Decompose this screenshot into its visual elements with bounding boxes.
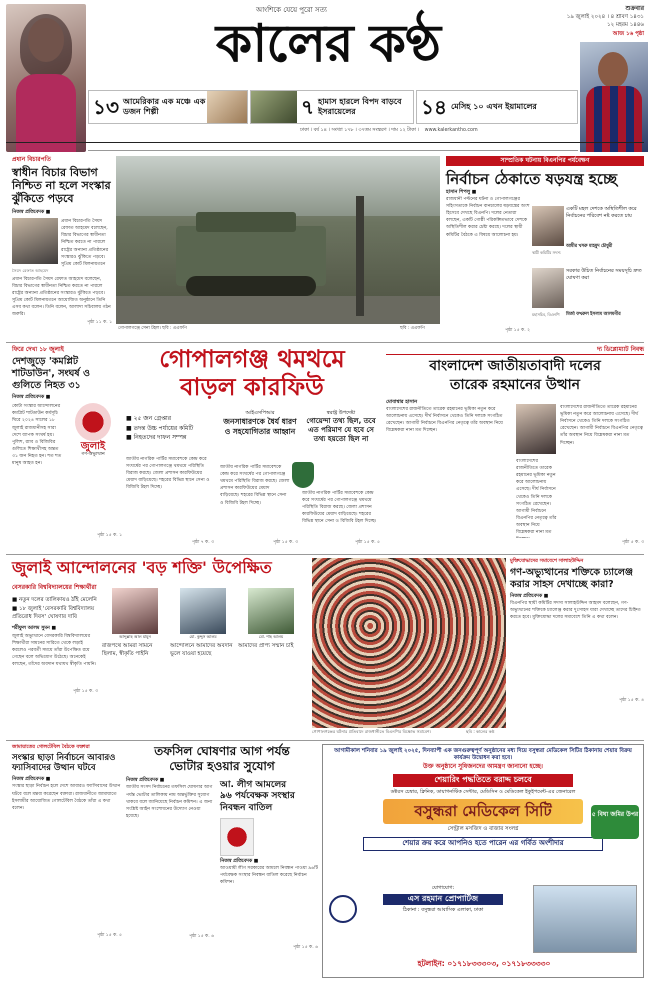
website[interactable]: www.kalerkantho.com	[424, 128, 478, 133]
story-gopalganj	[124, 346, 380, 550]
person-name: মো. শাহ আলম	[258, 634, 284, 639]
story-jump-3[interactable]: পৃষ্ঠা ১৫ ক. ৫	[355, 540, 380, 545]
person-photo	[180, 588, 226, 634]
quote1-photo	[532, 206, 564, 246]
masthead-rule	[6, 142, 644, 143]
story-headline-1[interactable]: আ. লীগ আমলের	[220, 780, 287, 790]
story-jump[interactable]: পৃষ্ঠা ১৫ ক. ১	[97, 533, 122, 539]
ad-brand: বসুন্ধরা মেডিকেল সিটি	[383, 799, 583, 823]
army-emblem	[292, 462, 314, 488]
ad-badge-text: ৫ বিঘা জমির উপর	[591, 811, 639, 818]
masthead-rule-2	[88, 150, 578, 151]
bullet-item: ■ ১৮ জুলাই 'বেসরকারি বিশ্ববিদ্যালয় প্রতিরোধ দিবস' ঘোষণার দাবি	[12, 605, 95, 621]
date-gregorian: ১৯ জুলাই ২০২৪ । ৪ শ্রাবণ ১৪৩১	[566, 14, 644, 20]
ad-invite: উক্ত অনুষ্ঠানে সুধিজনদের আমন্ত্রণ জানানো হচ্ছে।	[423, 762, 543, 770]
main-photo	[116, 156, 440, 324]
story-body: জাতীয় নাগরিক পার্টির সমাবেশকে কেন্দ্র করে সংঘর্ষের পর গোপালগঞ্জে থমথমে পরিস্থিতি বিরাজ করছে। জেলা প্রশাসন কারফিউয়ের মেয়াদ বাড়িয়েছে। শহরের বিভিন্ন স্থানে সেনা ও বিজিবি টহল দিচ্ছে।	[126, 457, 210, 491]
july-badge-sub: গণ-অভ্যুত্থান	[81, 452, 105, 458]
story-jump[interactable]: পৃষ্ঠা ১১ ক. ১	[87, 319, 112, 325]
teaser-page-num: ১৪	[421, 94, 447, 119]
story-byline: মোবাশ্বার হাসান	[386, 398, 418, 405]
page-count: আজ ১৬ পৃষ্ঠা	[612, 30, 644, 37]
person-quote: আন্দোলনে আমাদের অবদান ভুলে যাওয়া হয়েছে	[170, 643, 233, 658]
story-headline[interactable]: সংস্কার ছাড়া নির্বাচনে আবারও ফ্যাসিবাদের উত্থান ঘটবে	[12, 752, 116, 774]
quote1-text: একটি মহল দেশকে অস্থিতিশীল করে নির্বাচনের পরিবেশ নষ্ট করতে চায়	[566, 206, 637, 219]
story-headline-2[interactable]: বাড়ল কারফিউ	[180, 372, 324, 401]
sub-kicker: আইএসপিআর	[245, 410, 275, 416]
person-quote: আমাদের প্রাপ্য সম্মান চাই	[238, 643, 294, 650]
quote2-text: সরকার উচিত নির্বাচনের সময়সূচি দ্রুত ঘোষণা করা	[566, 268, 642, 281]
ad-company: এস রহমান প্রোপার্টিজ	[383, 894, 503, 905]
sub-headline[interactable]: গোয়েন্দা তথ্য ছিল, তবে এত পরিমাণ যে হবে সে তথ্য হয়তো ছিল না	[306, 416, 376, 443]
crowd-credit: ছবি : কালের কণ্ঠ	[466, 729, 495, 734]
story-headline-2[interactable]: ভোটার হওয়ার সুযোগ	[169, 759, 275, 773]
person-2	[170, 588, 236, 659]
story-jump[interactable]: পৃষ্ঠা ১৫ ক. ৬	[189, 934, 214, 940]
issue-line	[300, 128, 478, 134]
quote1-name: আমীর খসরু মাহমুদ চৌধুরী	[566, 244, 613, 249]
sub-kicker: স্বরাষ্ট্র উপদেষ্টা	[326, 410, 356, 416]
quote1-role: স্থায়ী কমিটির সদস্য	[532, 250, 561, 255]
story-headline-1[interactable]: গোপালগঞ্জ থমথমে	[159, 345, 345, 373]
story-july	[12, 558, 308, 736]
story-body-2: বাংলাদেশের রাজনীতিতে তারেক রহমানের ভূমিকা নতুন করে আলোচনায় এসেছে। দীর্ঘ নির্বাসনে থেকেও তিনি দলকে সংগঠিত রেখেছেন। আগামী নির্বাচনে বিএনপির নেতৃত্বে তাঁর অবস্থান নিয়ে বিশ্লেষকরা নানা মত দিচ্ছেন।	[560, 405, 643, 446]
story-vote	[126, 744, 318, 976]
cover-portrait	[6, 4, 86, 152]
section-rule-3	[6, 740, 644, 741]
sub-ispr	[220, 410, 300, 436]
quote2-photo	[532, 268, 564, 308]
story-tarique	[386, 346, 644, 550]
date-box	[540, 4, 644, 38]
story-headline[interactable]: নির্বাচন ঠেকাতে ষড়যন্ত্র হচ্ছে	[446, 170, 618, 189]
story-body: সংস্কার ছাড়া নির্বাচন হলে দেশে আবারও ফ্যাসিবাদের উত্থান ঘটবে বলে মন্তব্য করেছেন বক্তারা। রাজধানীতে জামায়াতে ইসলামীর আয়োজিত গোলটেবিল বৈঠকে তাঁরা এ কথা বলেন।	[12, 784, 121, 811]
story-body: কোটা সংস্কার আন্দোলনের কমপ্লিট শাটডাউন কর্মসূচি ঘিরে ২০২৪ সালের ১৮ জুলাই রাজধানীসহ সারা দেশে ব্যাপক সংঘর্ষ হয়। পুলিশ, র‍্যাব ও বিজিবির গুলিতে শিক্ষার্থীসহ অন্তত ৩১ জন নিহত হন। শত শত মানুষ আহত হন।	[12, 404, 62, 467]
ad-address: ঠিকানা : বসুন্ধরা আবাসিক এলাকা, ঢাকা	[402, 906, 484, 913]
story-body-3: বাংলাদেশের রাজনীতিতে তারেক রহমানের ভূমিকা নতুন করে আলোচনায় এসেছে। দীর্ঘ নির্বাসনে থেকেও তিনি দলকে সংগঠিত রেখেছেন। আগামী নির্বাচনে বিএনপির নেতৃত্বে তাঁর অবস্থান নিয়ে বিশ্লেষকরা নানা মত	[516, 459, 557, 536]
ad-contact	[363, 885, 523, 913]
sub-headline[interactable]: জনসাধারণকে ধৈর্য ধারণ ও সহযোগিতার আহ্বান	[223, 416, 297, 436]
story-byline: নিজস্ব প্রতিবেদক ■	[12, 209, 51, 215]
story-jump-1[interactable]: পৃষ্ঠা ৭ ক. ৩	[191, 540, 214, 545]
ec-logo	[220, 818, 254, 856]
sub-kicker: বেসরকারি বিশ্ববিদ্যালয়ের শিক্ষার্থীরা	[12, 584, 97, 591]
july-badge-text: জুলাই	[80, 441, 106, 453]
bullet-item: ■ ২৫ জন গ্রেপ্তার	[126, 415, 172, 422]
story-reform	[12, 744, 122, 976]
section-rule-2	[6, 554, 644, 555]
story-headline[interactable]: জুলাই আন্দোলনের 'বড় শক্তি' উপেক্ষিত	[12, 558, 272, 577]
story-body: আওয়ামী লীগ সরকারের আমলে নিবন্ধন পাওয়া ৯৬টি পর্যবেক্ষক সংস্থার নিবন্ধন বাতিল করেছে নির্বাচন কমিশন।	[220, 866, 318, 886]
date-hijri: ১২ মহরম ১৪৪৬	[607, 22, 644, 29]
sub-home	[302, 410, 380, 444]
story-kicker: মুক্তিযোদ্ধাদের সমাবেশে সালাহউদ্দিন	[510, 558, 584, 564]
bullets	[126, 414, 214, 443]
story-body: বাংলাদেশের রাজনীতিতে তারেক রহমানের ভূমিকা নতুন করে আলোচনায় এসেছে। দীর্ঘ নির্বাসনে থেকেও তিনি দলকে সংগঠিত রেখেছেন। আগামী নির্বাচনে বিএনপির নেতৃত্বে তাঁর অবস্থান নিয়ে বিশ্লেষকরা নানা মত দিচ্ছেন।	[386, 407, 503, 434]
person-photo	[248, 588, 294, 634]
story-kicker: ফিরে দেখা ১৮ জুলাই	[12, 346, 64, 353]
person-photo	[112, 588, 158, 634]
teaser-3[interactable]	[416, 90, 578, 124]
story-jump[interactable]: পৃষ্ঠা ১৫ ক. ৩	[73, 688, 98, 694]
bullet-item: ■ তদন্ত উচ্চ পর্যায়ের কমিটি	[126, 424, 194, 432]
ad-logo	[329, 895, 357, 923]
teaser-text: হামাস হারলে বিপদ বাড়বে ইসরায়েলের	[318, 97, 402, 116]
day-label: শুক্রবার	[625, 5, 644, 12]
ad-hotline[interactable]: হটলাইন: ০১৭১৮৩৩৩০৩, ০১৭১৮৩৩৩৩০	[417, 959, 551, 968]
story-killed	[12, 346, 122, 550]
story-body-2: জাতীয় নাগরিক পার্টির সমাবেশকে কেন্দ্র করে সংঘর্ষের পর গোপালগঞ্জে থমথমে পরিস্থিতি বিরাজ করছে। জেলা প্রশাসন কারফিউয়ের মেয়াদ বাড়িয়েছে। শহরের বিভিন্ন স্থানে সেনা ও বিজিবি টহল দিচ্ছে।	[220, 465, 290, 506]
story-byline: নিজস্ব প্রতিবেদক ■	[510, 593, 549, 599]
tagline: আংশিকে যেয়ে পুরো সত্য	[256, 6, 327, 14]
story-body-more: প্রধান বিচারপতি সৈয়দ রেফাত আহমেদ বলেছেন, বিচার বিভাগের স্বাধীনতা নিশ্চিত করতে না পারলে রাষ্ট্রের অন্যান্য প্রতিষ্ঠানের সংস্কারও ঝুঁকিতে পড়বে। সুপ্রিম কোর্ট মিলনায়তনে আয়োজিত অনুষ্ঠানে তিনি এসব কথা বলেন। তিনি বলেন, আলাদা সচিবালয় গঠন জরুরি।	[12, 276, 111, 318]
story-headline-2[interactable]: তারেক রহমানের উত্থান	[449, 376, 581, 393]
july-badge	[65, 403, 121, 465]
story-headline-2[interactable]: ৯৬ পর্যবেক্ষক সংস্থার নিবন্ধন বাতিল	[220, 791, 295, 813]
ad-badge	[591, 805, 639, 839]
teaser-page-num: ৭	[301, 94, 315, 119]
person-name: মো. কুদ্দুস আলম	[189, 634, 217, 639]
story-cji	[12, 156, 112, 338]
person-3	[238, 588, 304, 651]
ad-share-cta[interactable]: শেয়ার ক্রয় করে আপনিও হতে পারেন এর গর্বিত অংশীদার	[363, 837, 603, 850]
cji-photo	[12, 218, 58, 264]
story-election	[446, 156, 644, 338]
section-rule-1	[6, 342, 644, 343]
ad-share-banner: শেয়ারিং পদ্ধতিতে বরাদ্দ চলবে	[393, 774, 573, 787]
bullet-item: ■ নতুন দলের তালিকায়ও ঠাঁই মেলেনি	[12, 596, 97, 603]
ad-services: ডক্টরস চেম্বার, ক্লিনিক, ডায়াগনস্টিক সেন্টার, মেডিসিন ও মেডিকেল ইকুইপমেন্ট-এর জেনারেল	[390, 788, 576, 795]
story-byline: শরীফুল আলম সুমন ■	[12, 626, 56, 632]
teaser-text: আমেরিকার এক মঞ্চে এক ডজন শিল্পী	[122, 97, 206, 116]
teaser-1[interactable]	[88, 90, 248, 124]
ad-top-text: আগামীকাল শনিবার ১৯ জুলাই ২০২৫, দিনব্যাপী এক জনগুরুত্বপূর্ণ অনুষ্ঠানের মধ্য দিয়ে বসুন্ধরা মেডিকেল সিটির ঠিকানায় শেয়ার বিক্রয় কার্যক্রম উদ্বোধন করা হবে।	[334, 748, 632, 762]
crowd-photo	[312, 558, 506, 728]
story-headline-1[interactable]: তফসিল ঘোষণার আগ পর্যন্ত	[154, 744, 290, 758]
teaser-text: মেসিহ ১০ এখন ইয়ামালের	[450, 102, 537, 112]
story-body: রাজধানী পল্টনের ঘটনা ও গোপালগঞ্জের সহিংসতাকে নির্বাচন বানচালের ষড়যন্ত্রের অংশ হিসেবে দেখছে বিএনপি। দলের নেতারা বলছেন, একটি গোষ্ঠী পরিকল্পিতভাবে দেশকে অস্থিতিশীল করার চেষ্টা করছে। দলের স্থায়ী কমিটির বৈঠকে এ বিষয়ে আলোচনা হয়।	[446, 197, 530, 238]
story-kicker: দ্য ডিপ্লোম্যাট নিবন্ধ	[386, 346, 644, 355]
story-kicker: প্রধান বিচারপতি	[12, 156, 51, 163]
story-body: জুলাই অভ্যুত্থানে বেসরকারি বিশ্ববিদ্যালয়ের শিক্ষার্থীরা সামনের সারিতে থেকে লড়াই করলেও পরবর্তী সময়ে তাঁরা উপেক্ষিত রয়ে গেছেন বলে অভিযোগ উঠেছে। অনেকেই বলছেন, তাঁদের অবদান যথাযথ স্বীকৃতি পায়নি।	[12, 633, 97, 668]
person-quote: রাজপথে আমরা সামনে ছিলাম, স্বীকৃতি পাইনি	[102, 643, 153, 658]
ad-contact-label: যোগাযোগ:	[431, 885, 455, 891]
story-jump[interactable]: পৃষ্ঠা ১৫ ক. ৪	[619, 697, 644, 703]
story-league	[220, 780, 318, 976]
teaser-2[interactable]	[250, 90, 414, 124]
story-jump[interactable]: পৃষ্ঠা ১৫ ক. ৫	[97, 933, 122, 939]
story-byline: হাসান শিপলু ■	[446, 190, 477, 196]
right-portrait	[580, 42, 648, 152]
story-byline: নিজস্ব প্রতিবেদক ■	[12, 394, 51, 400]
teaser-thumb	[207, 91, 247, 123]
hand-icon	[75, 403, 111, 441]
teaser-page-num: ১৩	[93, 94, 119, 119]
person-1	[102, 588, 168, 659]
photo-caption: সৈয়দ রেফাত আহমেদ	[12, 268, 49, 274]
story-jump[interactable]: পৃষ্ঠা ১৫ ক. ৬	[293, 945, 318, 951]
quote-block-2	[532, 268, 644, 332]
quote2-role: মহাসচিব, বিএনপি	[532, 312, 560, 317]
main-photo-caption: গোপালগঞ্জে সেনা টহল। ছবি : এএফপি	[118, 326, 187, 331]
story-byline: নিজস্ব প্রতিবেদক ■	[126, 778, 165, 783]
story-jump-2[interactable]: পৃষ্ঠা ১৫ ক. ৩	[273, 540, 298, 545]
masthead-title: কালের কণ্ঠ	[215, 13, 441, 74]
story-body: প্রধান বিচারপতি সৈয়দ রেফাত আহমেদ বলেছেন, বিচার বিভাগের স্বাধীনতা নিশ্চিত করতে না পারলে রাষ্ট্রের অন্যান্য প্রতিষ্ঠানের সংস্কারও ঝুঁকিতে পড়বে। সুপ্রিম কোর্ট মিলনায়তনে	[61, 219, 109, 267]
story-headline[interactable]: স্বাধীন বিচার বিভাগ নিশ্চিত না হলে সংস্কার ঝুঁকিতে পড়বে	[12, 166, 111, 206]
story-mass	[510, 558, 644, 736]
tarique-photo	[516, 404, 556, 454]
bullets	[12, 596, 98, 622]
story-body-3: জাতীয় নাগরিক পার্টির সমাবেশকে কেন্দ্র করে সংঘর্ষের পর গোপালগঞ্জে থমথমে পরিস্থিতি বিরাজ করছে। জেলা প্রশাসন কারফিউয়ের মেয়াদ বাড়িয়েছে। শহরের বিভিন্ন স্থানে সেনা ও বিজিবি টহল দিচ্ছে।	[302, 491, 377, 525]
issue-info: ঢাকা । বর্ষ ১৪ । সংখ্যা ১৭৮ । ৩৭তম সংস্করণ । দাম ১২ টাকা ।	[300, 128, 420, 133]
advertisement[interactable]	[322, 744, 644, 978]
story-byline: নিজস্ব প্রতিবেদক ■	[12, 777, 51, 782]
person-name: আব্দুল্লাহ আল মামুন	[119, 634, 151, 639]
story-jump[interactable]: পৃষ্ঠা ৫ ক. ৩	[621, 540, 644, 545]
story-body: জাতীয় সংসদ নির্বাচনের তফসিল ঘোষণার আগ পর্যন্ত ভোটার তালিকায় নাম অন্তর্ভুক্তির সুযোগ থাকবে বলে জানিয়েছে নির্বাচন কমিশন। এ জন্য সংশ্লিষ্ট আইন সংশোধনের উদ্যোগ নেওয়া হয়েছে।	[126, 785, 213, 819]
story-kicker: জামায়াতের গোলটেবিল বৈঠকে বক্তারা	[12, 744, 90, 750]
ad-brand-sub: সেন্ট্রাল মসজিদ ও বাজার সংলগ্ন	[447, 825, 519, 832]
story-headline-1[interactable]: বাংলাদেশ জাতীয়তাবাদী দলের	[429, 358, 601, 375]
crowd-caption: গোপালগঞ্জের ঘটনার প্রতিবাদে রাজধানীতে বিএনপির বিক্ষোভ সমাবেশ।	[312, 729, 432, 734]
teaser-thumb	[251, 91, 297, 123]
story-body: বিএনপির স্থায়ী কমিটির সদস্য সালাহউদ্দিন আহমদ বলেছেন, গণ-অভ্যুত্থানের শক্তিকে চ্যালেঞ্জ করার দুঃসাহস যারা দেখাচ্ছে তাদের চিহ্নিত করতে হবে। মুক্তিযোদ্ধা দলের সমাবেশে তিনি এ কথা বলেন।	[510, 600, 641, 621]
quote-block-1	[532, 206, 644, 264]
story-headline[interactable]: দেশজুড়ে 'কমপ্লিট শাটডাউন', সংঘর্ষ ও গুলিতে নিহত ৩১	[12, 356, 90, 391]
story-headline[interactable]: গণ-অভ্যুত্থানের শক্তিকে চ্যালেঞ্জ করার সাহস দেখাচ্ছে কারা?	[510, 566, 634, 590]
story-jump[interactable]: পৃষ্ঠা ১৫ ক. ২	[505, 328, 530, 333]
ad-building	[533, 885, 637, 953]
bullet-item: ■ নিহতদের দাফন সম্পন্ন	[126, 434, 187, 442]
main-photo-credit: ছবি : এএফপি	[400, 326, 425, 331]
quote2-name: মির্জা ফখরুল ইসলাম আলমগীর	[566, 312, 621, 317]
story-kicker: সাম্প্রতিক ঘটনায় বিএনপির পর্যবেক্ষণ	[446, 156, 644, 166]
story-byline: নিজস্ব প্রতিবেদক ■	[220, 858, 259, 864]
